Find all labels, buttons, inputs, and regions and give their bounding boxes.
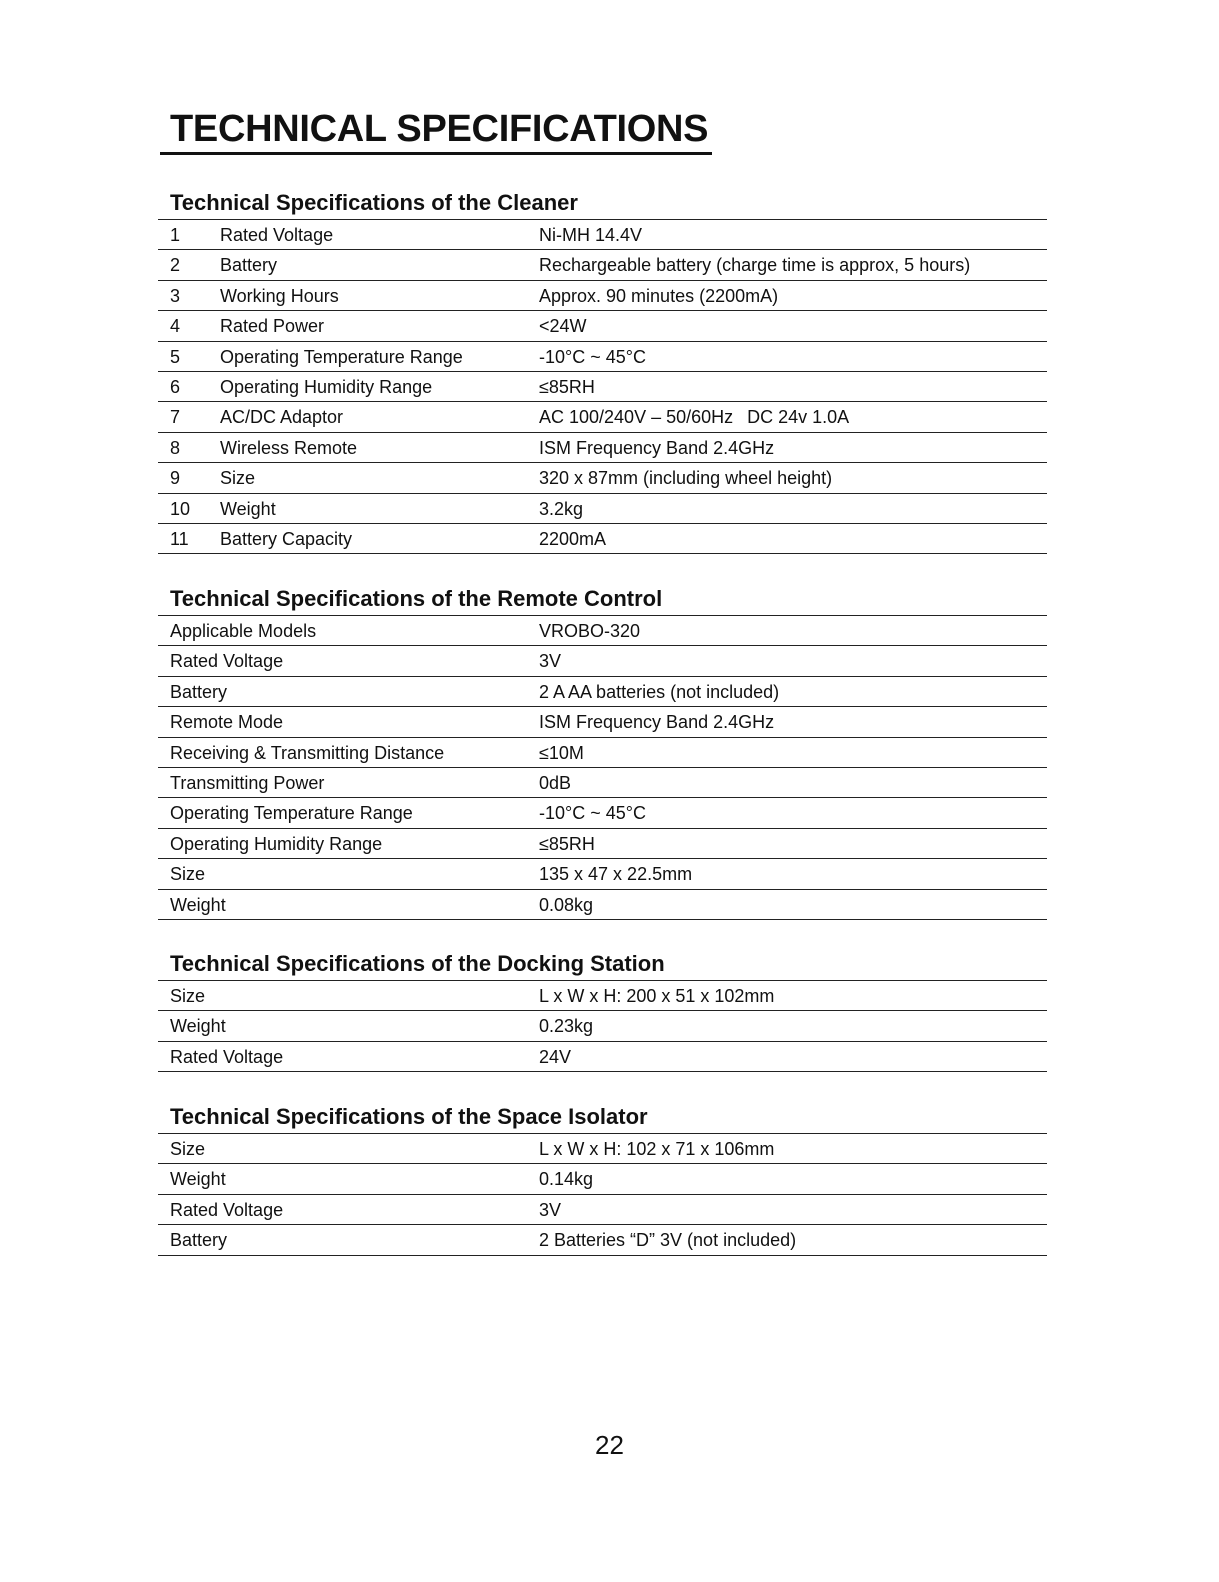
spec-value: ≤85RH (539, 376, 595, 397)
isolator-spec-table (158, 1134, 1047, 1256)
spec-label: Operating Temperature Range (220, 346, 463, 367)
spec-value: L x W x H: 102 x 71 x 106mm (539, 1139, 775, 1159)
spec-label: Operating Humidity Range (220, 376, 433, 397)
spec-value: ≤85RH (539, 833, 595, 854)
spec-value: 24V (529, 1042, 1047, 1072)
table-row (158, 1164, 1047, 1194)
table-row (158, 250, 1047, 280)
section-title: Technical Specifications of the Space Isolator (158, 1102, 1047, 1134)
spec-value: ISM Frequency Band 2.4GHz (539, 712, 775, 733)
spec-label: Battery (158, 1225, 529, 1255)
docking-spec-table (158, 981, 1047, 1072)
cleaner-spec-table (158, 220, 1047, 554)
spec-label: Working Hours (220, 285, 339, 306)
table-row (158, 463, 1047, 493)
table-row (158, 768, 1047, 798)
spec-label: Weight (220, 498, 276, 519)
spec-value: 0.08kg (529, 890, 1047, 920)
spec-label: Size (220, 468, 256, 489)
table-row (158, 342, 1047, 372)
spec-label: Transmitting Power (170, 772, 325, 793)
table-row (158, 1225, 1047, 1255)
spec-label: Size (170, 1139, 206, 1159)
spec-value: 2200mA (529, 524, 1047, 554)
spec-label: Battery (220, 255, 278, 276)
spec-value: Approx. 90 minutes (2200mA) (539, 285, 779, 306)
spec-label: Wireless Remote (220, 437, 358, 458)
spec-value: ≤10M (539, 742, 584, 763)
table-row (158, 433, 1047, 463)
spec-value: 0.14kg (539, 1169, 594, 1190)
table-row (158, 646, 1047, 676)
spec-value: Rechargeable battery (charge time is approx, 5 hours) (539, 255, 971, 276)
spec-value: 3.2kg (539, 498, 584, 519)
table-row (158, 829, 1047, 859)
spec-label: Size (170, 986, 206, 1006)
table-row (158, 890, 1047, 920)
spec-value: VROBO-320 (539, 621, 641, 641)
table-row (158, 859, 1047, 889)
isolator-spec-section (158, 1102, 1047, 1256)
table-row (158, 1195, 1047, 1225)
spec-value-ac: AC 100/240V – 50/60Hz (539, 407, 734, 428)
spec-label: Rated Voltage (220, 225, 334, 245)
table-row (158, 798, 1047, 828)
row-number: 7 (170, 407, 181, 428)
row-number: 11 (158, 524, 220, 554)
row-number: 1 (170, 225, 181, 245)
row-number: 5 (170, 346, 181, 367)
spec-label: Weight (170, 1169, 226, 1190)
spec-value: 2 A AA batteries (not included) (539, 681, 780, 702)
spec-value: 135 x 47 x 22.5mm (539, 864, 693, 885)
table-row (158, 1134, 1047, 1164)
spec-value (529, 402, 1047, 431)
spec-value: 0.23kg (539, 1016, 594, 1037)
spec-value: 0dB (539, 772, 572, 793)
spec-value-dc: DC 24v 1.0A (747, 407, 850, 428)
table-row (158, 281, 1047, 311)
spec-value: 3V (539, 1199, 562, 1220)
row-number: 10 (170, 498, 191, 519)
page-number: 22 (595, 1430, 624, 1460)
row-number: 3 (170, 285, 181, 306)
remote-spec-table (158, 616, 1047, 920)
spec-label: Applicable Models (170, 621, 317, 641)
spec-label: Rated Voltage (170, 1199, 284, 1220)
spec-value: L x W x H: 200 x 51 x 102mm (539, 986, 775, 1006)
table-row (158, 311, 1047, 341)
table-row (158, 707, 1047, 737)
table-row (158, 220, 1047, 250)
row-number: 6 (170, 376, 181, 397)
section-title: Technical Specifications of the Remote Control (158, 584, 1047, 616)
row-number: 8 (170, 437, 181, 458)
table-row (158, 524, 1047, 554)
remote-spec-section (158, 584, 1047, 920)
spec-label: AC/DC Adaptor (220, 407, 344, 428)
table-row (158, 677, 1047, 707)
table-row (158, 402, 1047, 432)
table-row (158, 372, 1047, 402)
spec-label: Receiving & Transmitting Distance (170, 742, 445, 763)
cleaner-spec-section (158, 188, 1047, 554)
spec-value: -10°C ~ 45°C (539, 346, 646, 367)
table-row (158, 1011, 1047, 1041)
spec-label: Weight (158, 890, 529, 920)
spec-value: -10°C ~ 45°C (539, 803, 646, 824)
spec-label: Weight (170, 1016, 226, 1037)
spec-label: Battery (170, 681, 228, 702)
spec-value: 3V (539, 651, 562, 672)
spec-label: Operating Temperature Range (170, 803, 413, 824)
table-row (158, 1042, 1047, 1072)
spec-label: Remote Mode (170, 712, 284, 733)
section-title: Technical Specifications of the Cleaner (158, 188, 1047, 220)
page-title: TECHNICAL SPECIFICATIONS (160, 106, 712, 155)
table-row (158, 616, 1047, 646)
row-number: 2 (170, 255, 181, 276)
table-row (158, 981, 1047, 1011)
spec-label: Size (170, 864, 206, 885)
spec-label: Rated Voltage (170, 651, 284, 672)
spec-value: ISM Frequency Band 2.4GHz (539, 437, 775, 458)
spec-label: Battery Capacity (220, 524, 529, 554)
spec-label: Rated Voltage (158, 1042, 529, 1072)
docking-spec-section (158, 949, 1047, 1072)
spec-value: 2 Batteries “D” 3V (not included) (529, 1225, 1047, 1255)
table-row (158, 494, 1047, 524)
spec-label: Operating Humidity Range (170, 833, 383, 854)
row-number: 4 (170, 316, 181, 337)
spec-value: 320 x 87mm (including wheel height) (539, 468, 833, 489)
row-number: 9 (170, 468, 181, 489)
spec-value: Ni-MH 14.4V (539, 225, 643, 245)
table-row (158, 738, 1047, 768)
spec-label: Rated Power (220, 316, 325, 337)
spec-value: <24W (539, 316, 587, 337)
section-title: Technical Specifications of the Docking Station (158, 949, 1047, 981)
